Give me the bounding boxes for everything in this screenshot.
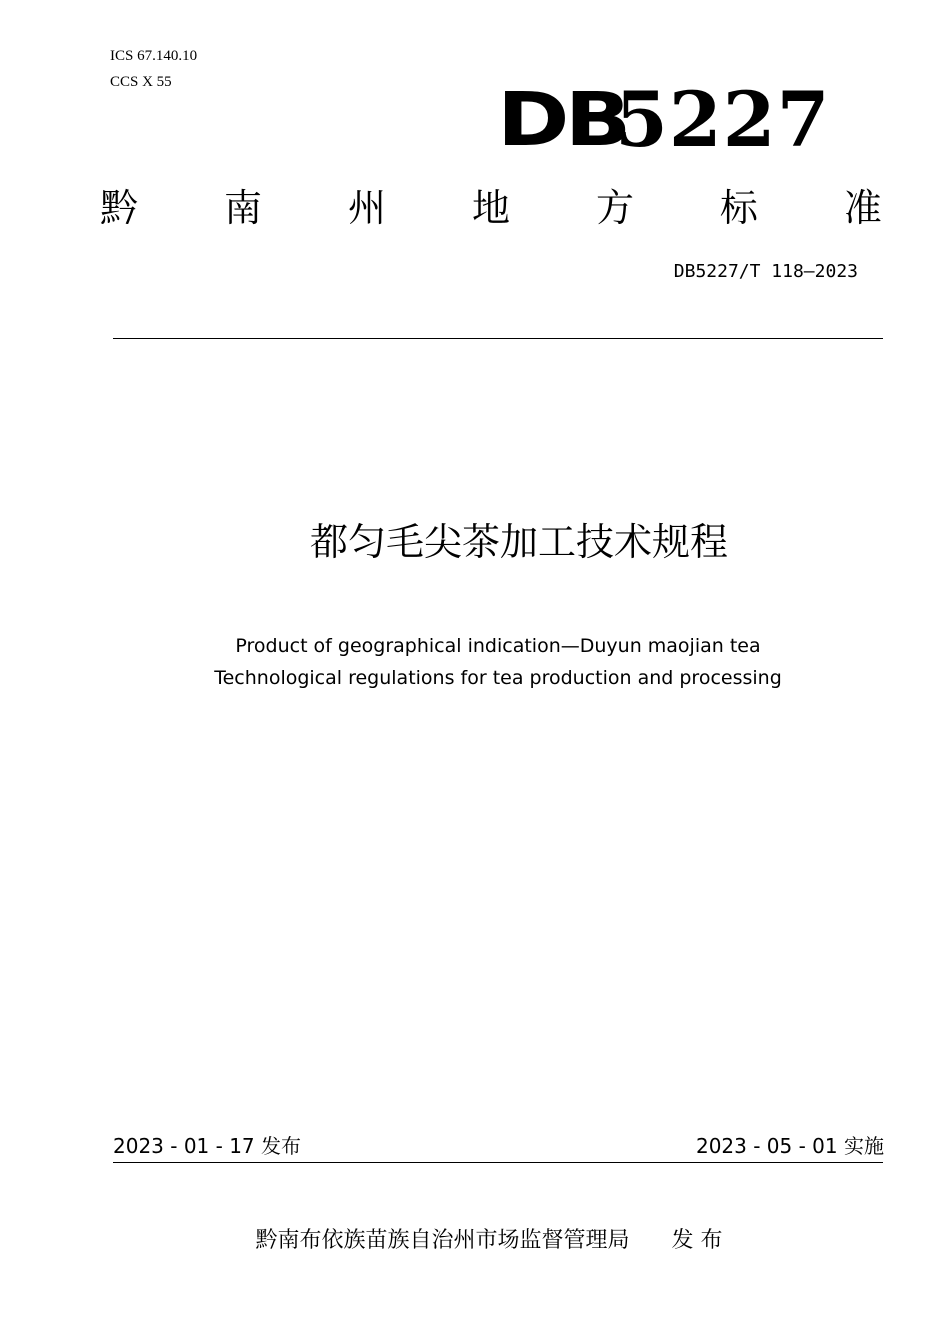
standard-type-char: 黔 [100, 186, 139, 230]
document-title-english-line-2: Technological regulations for tea production and processing [214, 667, 782, 689]
standard-type-char: 州 [347, 186, 386, 230]
standard-type-char: 南 [223, 186, 262, 230]
standard-type-heading [100, 180, 882, 236]
db-logo-number: 5227 [615, 75, 831, 164]
db-logo [497, 75, 831, 164]
standard-type-char: 标 [719, 186, 758, 230]
ccs-code: CCS X 55 [110, 74, 172, 90]
standard-number: DB5227/T 118—2023 [673, 261, 858, 282]
publisher-name: 黔南布依族苗族自治州市场监督管理局 [255, 1228, 630, 1253]
standard-type-char: 地 [471, 186, 510, 230]
standard-type-char: 方 [595, 186, 634, 230]
publisher-action: 发 布 [671, 1228, 723, 1253]
footer-divider [113, 1162, 883, 1163]
db-logo-prefix: DB [497, 77, 627, 163]
publisher-line [0, 1224, 950, 1258]
standard-type-char: 准 [843, 186, 882, 230]
implementation-date: 2023 - 05 - 01 实施 [695, 1134, 884, 1158]
ics-code: ICS 67.140.10 [110, 48, 198, 64]
document-title-chinese: 都匀毛尖茶加工技术规程 [309, 520, 728, 564]
issue-date: 2023 - 01 - 17 发布 [113, 1134, 302, 1158]
header-divider [113, 338, 883, 339]
document-title-english-line-1: Product of geographical indication—Duyun maojian tea [235, 635, 761, 657]
